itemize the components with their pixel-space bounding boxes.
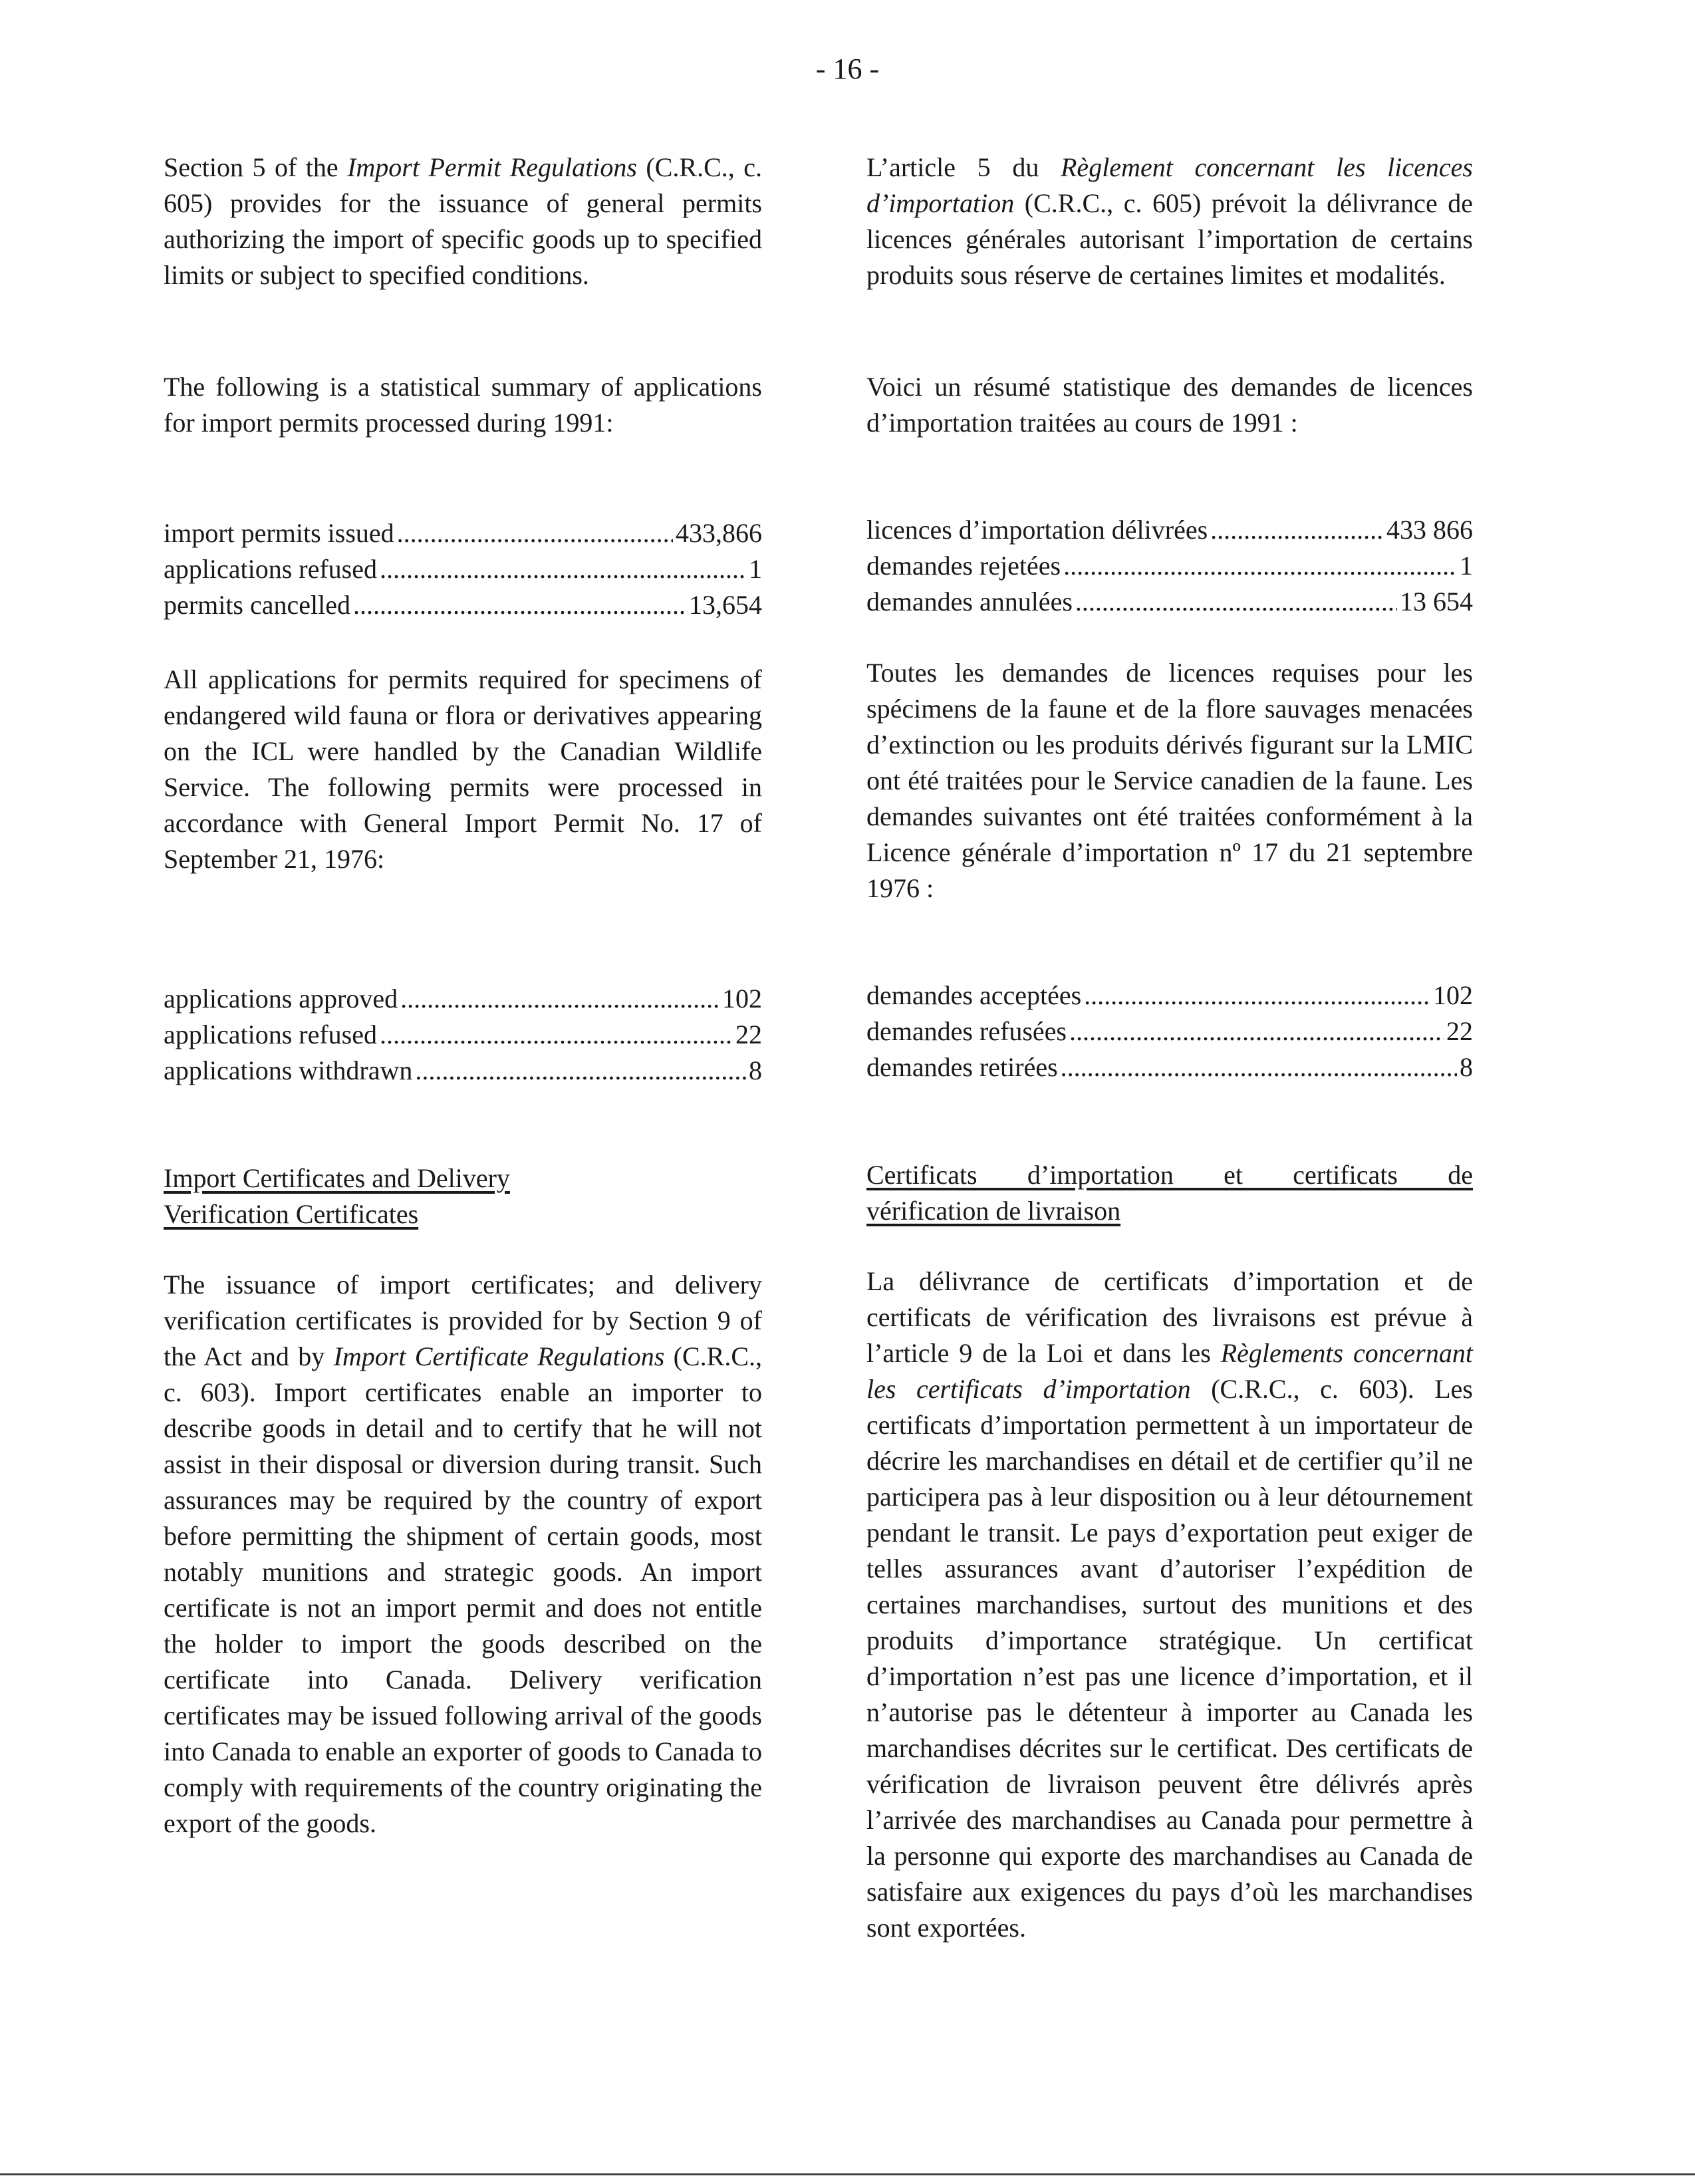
en-paragraph-section-5: Section 5 of the Import Permit Regulations (C.R.C., c. 605) provides for the issuance of general permits authorizing the import of specific goods up to specified limits or subject to specified conditions. — [164, 152, 762, 290]
stat-row: demandes rejetées ..... 1 — [866, 548, 1473, 584]
stat-row: applications approved ..... 102 — [164, 981, 762, 1017]
en-paragraph-summary-intro: The following is a statistical summary of applications for import permits processed during 1991: — [164, 372, 762, 438]
fr-paragraph-faune: Toutes les demandes de licences requises pour les spécimens de la faune et de la flore sauvages menacées d’extinction ou les produits dérivés figurant sur la LMIC ont été traitées pour le Service canadien de la faune. Les demandes suivantes ont été traitées conformément à la Licence générale d’importation nº 17 du 21 septembre 1976 : — [866, 658, 1473, 903]
en-paragraph-certificates: The issuance of import certificates; and delivery verification certificates is provided for by Section 9 of the Act and by Import Certificate Regulations (C.R.C., c. 603). Import certificates enable an importer to describe goods in detail and to certify that he will not assist in their disposal or diversion during transit. Such assurances may be required by the country of export before permitting the shipment of certain goods, most notably munitions and strategic goods. An import certificate is not an import permit and does not entitle the holder to import the goods described on the certificate into Canada. Delivery verification certificates may be issued following arrival of the goods into Canada to enable an exporter of goods to Canada to comply with requirements of the country originating the export of the goods. — [164, 1270, 762, 1838]
stat-row: permits cancelled ..... 13,654 — [164, 587, 762, 623]
fr-stats-licences — [866, 512, 1473, 620]
stat-row: demandes acceptées ..... 102 — [866, 978, 1473, 1014]
stat-row: licences d’importation délivrées ..... 433 866 — [866, 512, 1473, 548]
stat-row: import permits issued ..... 433,866 — [164, 515, 762, 551]
fr-paragraph-certificats: La délivrance de certificats d’importation et de certificats de vérification des livraisons est prévue à l’article 9 de la Loi et dans les Règlements concernant les certificats d’importation (C.R.C., c. 603). Les certificats d’importation permettent à un importateur de décrire les marchandises en détail et de certifier qu’il ne participera pas à leur disposition ou à leur détournement pendant le transit. Le pays d’exportation peut exiger de telles assurances avant d’autoriser l’expédition de certaines marchandises, surtout des munitions et des produits d’importance stratégique. Un certificat d’importation n’est pas une licence d’importation, et il n’autorise pas le détenteur à importer au Canada les marchandises décrites sur le certificat. Des certificats de vérification de livraison peuvent être délivrés après l’arrivée des marchandises au Canada pour permettre à la personne qui exporte des marchandises au Canada de satisfaire aux exigences du pays d’où les marchandises sont exportées. — [866, 1266, 1473, 1943]
stat-row: applications refused ..... 1 — [164, 551, 762, 587]
stat-row: applications refused ..... 22 — [164, 1017, 762, 1053]
fr-stats-demandes — [866, 978, 1473, 1085]
stat-row: demandes refusées ..... 22 — [866, 1014, 1473, 1049]
stat-row: demandes retirées ..... 8 — [866, 1049, 1473, 1085]
stat-row: demandes annulées ..... 13 654 — [866, 584, 1473, 620]
stat-row: applications withdrawn ..... 8 — [164, 1053, 762, 1089]
fr-paragraph-article-5: L’article 5 du Règlement concernant les licences d’importation (C.R.C., c. 605) prévoit la délivrance de licences générales autorisant l’importation de certains produits sous réserve de certaines limites et modalités. — [866, 152, 1473, 290]
en-stats-permits — [164, 515, 762, 623]
fr-paragraph-summary-intro: Voici un résumé statistique des demandes de licences d’importation traitées au cours de 1991 : — [866, 372, 1473, 438]
bottom-scan-edge — [0, 2173, 1695, 2175]
page-number: - 16 - — [815, 53, 880, 85]
en-stats-applications — [164, 981, 762, 1089]
fr-section-heading: Certificats d’importation et certificats de vérification de livraison — [866, 1160, 1473, 1226]
en-section-heading: Import Certificates and Delivery Verification Certificates — [164, 1163, 510, 1229]
en-paragraph-wildlife: All applications for permits required for specimens of endangered wild fauna or flora or derivatives appearing on the ICL were handled by the Canadian Wildlife Service. The following permits were processed in accordance with General Import Permit No. 17 of September 21, 1976: — [164, 664, 762, 874]
